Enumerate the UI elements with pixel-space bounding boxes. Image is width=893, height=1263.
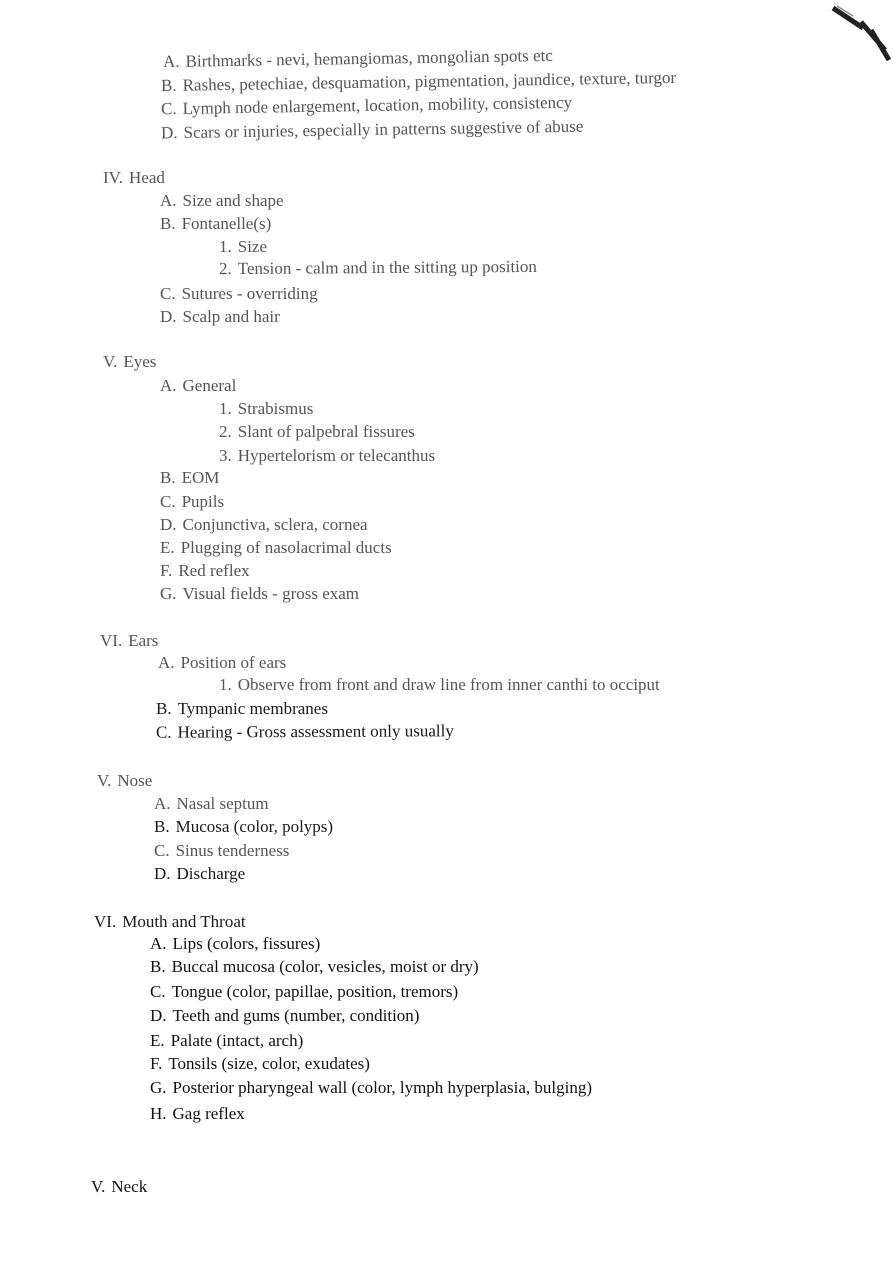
skin-item-d: D. Scars or injuries, especially in patterns suggestive of abuse: [160, 116, 584, 143]
skin-item-b: B. Rashes, petechiae, desquamation, pigmentation, jaundice, texture, turgor: [160, 67, 677, 96]
eyes-item-f: F. Red reflex: [160, 561, 250, 580]
head-item-b: B. Fontanelle(s): [160, 214, 272, 233]
mouth-item-b: B. Buccal mucosa (color, vesicles, moist or dry): [150, 957, 479, 976]
mouth-item-f: F. Tonsils (size, color, exudates): [150, 1054, 370, 1073]
ears-item-b: B. Tympanic membranes: [156, 699, 328, 718]
head-item-a: A. Size and shape: [160, 191, 284, 210]
mouth-item-a: A. Lips (colors, fissures): [150, 934, 321, 953]
nose-item-d: D. Discharge: [154, 864, 246, 883]
mouth-item-g: G. Posterior pharyngeal wall (color, lymph hyperplasia, bulging): [150, 1078, 593, 1097]
section-heading-mouth-throat: VI. Mouth and Throat: [94, 912, 246, 931]
head-item-c: C. Sutures - overriding: [160, 284, 318, 303]
mouth-item-d: D. Teeth and gums (number, condition): [150, 1006, 420, 1025]
eyes-item-a3: 3. Hypertelorism or telecanthus: [219, 446, 436, 465]
head-item-b1: 1. Size: [219, 237, 268, 256]
eyes-item-c: C. Pupils: [160, 492, 225, 511]
eyes-item-b: B. EOM: [160, 468, 220, 487]
mouth-item-c: C. Tongue (color, papillae, position, tremors): [150, 982, 459, 1001]
ears-item-a1: 1. Observe from front and draw line from inner canthi to occiput: [219, 675, 660, 694]
eyes-item-e: E. Plugging of nasolacrimal ducts: [160, 538, 392, 557]
corner-scan-artifact: [823, 0, 893, 70]
eyes-item-a1: 1. Strabismus: [219, 399, 314, 418]
nose-item-c: C. Sinus tenderness: [154, 841, 290, 860]
mouth-item-h: H. Gag reflex: [150, 1104, 245, 1123]
section-heading-neck: V. Neck: [91, 1177, 148, 1196]
eyes-item-a: A. General: [160, 376, 237, 395]
skin-item-c: C. Lymph node enlargement, location, mobility, consistency: [160, 92, 573, 119]
mouth-item-e: E. Palate (intact, arch): [150, 1031, 304, 1050]
section-heading-head: IV. Head: [103, 168, 165, 187]
head-item-d: D. Scalp and hair: [160, 307, 280, 326]
skin-item-a: A. Birthmarks - nevi, hemangiomas, mongolian spots etc: [162, 45, 553, 72]
eyes-item-a2: 2. Slant of palpebral fissures: [219, 422, 415, 441]
eyes-item-d: D. Conjunctiva, sclera, cornea: [160, 515, 368, 534]
nose-item-a: A. Nasal septum: [154, 794, 269, 813]
ears-item-c: C. Hearing - Gross assessment only usually: [155, 721, 454, 742]
ears-item-a: A. Position of ears: [158, 653, 287, 672]
eyes-item-g: G. Visual fields - gross exam: [160, 584, 360, 603]
head-item-b2: 2. Tension - calm and in the sitting up position: [218, 256, 537, 279]
section-heading-eyes: V. Eyes: [103, 352, 157, 371]
nose-item-b: B. Mucosa (color, polyps): [154, 817, 334, 836]
section-heading-ears: VI. Ears: [100, 631, 159, 650]
section-heading-nose: V. Nose: [97, 771, 153, 790]
